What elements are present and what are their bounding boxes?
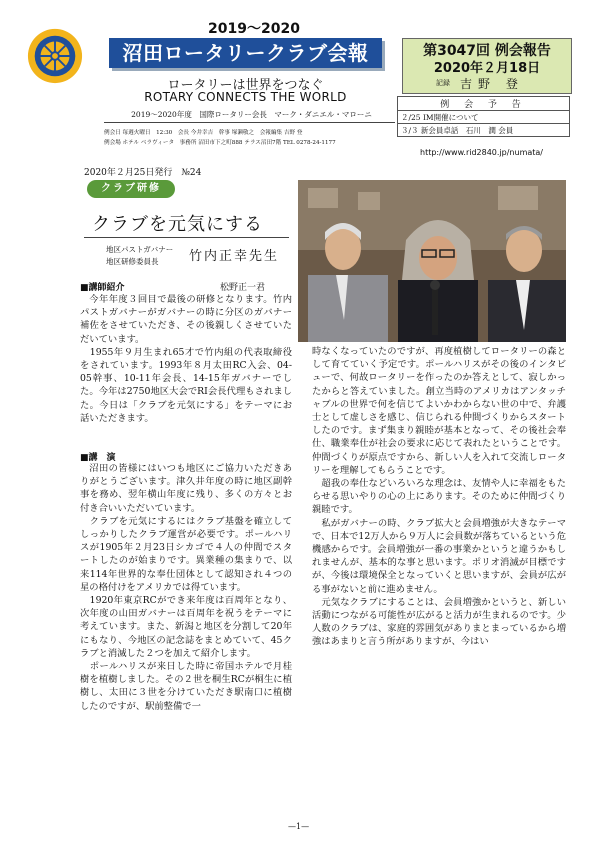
- meeting-schedule-table: [397, 96, 570, 137]
- recorder-name: 吉野 登: [460, 77, 524, 91]
- recorder-label: 記録: [436, 79, 450, 87]
- person-center: [398, 220, 478, 342]
- title-underline: [84, 237, 289, 238]
- intro-text: 今年年度３回目で最後の研修となります。竹内パストガバナーがガバナーの時に分区のガバナー補佐をさせていただき、その後親しくさせていただいています。 1955年９月生まれ65才で竹内組の代表取締役をされています。1993年８月太田RC入会、04-05幹事、10-11年会長、14-15年ガバナーでした。今年は2750地区大会でRI会長代理もされました。今日は「クラブを元気にする」をテーマにお話いただきます。: [80, 294, 292, 424]
- year-range: 2019～2020: [208, 21, 300, 37]
- category-badge: クラブ研修: [87, 180, 175, 198]
- club-info-line-1: 例会日 毎週火曜日 12:30 会長 今井幸吉 幹事 塚瀬敬之 会報編集 吉野 登: [104, 130, 303, 136]
- introducer-name: 松野正一君: [220, 283, 266, 293]
- lecture-text-column-1: 沼田の皆様にはいつも地区にご協力いただきありがとうございます。津久井年度の時に地区副幹事を務め、翌年横山年度に残り、多くの方々とお付き合いいただいています。 クラブを元気にするにはクラブ基盤を確立してしっかりしたクラブ運営が必要です。ポールハリスが1905年２月23日シカゴで４人の仲間でスタートしたのが始まりです。異業種の集まりで、以来114年世界的な奉仕団体として認知され４つの星の格付けをアメリカでは得ています。 1920年東京RCができ来年度は百周年となり、次年度の山田ガバナーは百周年を祝うをテーマに考えています。また、新潟と地区を分割して20年にもなり、今地区の記念誌をまとめていて、45クラブと消滅した２つを加えて紹介します。 ポールハリスが来日した時に帝国ホテルで月桂樹を植樹しました。その２世を桐生RCが桐生に植樹し、太田に３世を分けていただき駅南口に植樹したのですが、駅前整備で一: [80, 463, 292, 712]
- article-title: クラブを元気にする: [92, 214, 263, 235]
- page-number: —1—: [288, 822, 310, 831]
- ri-president-line: 2019～2020年度 国際ロータリー会長 マーク・ダニエル・マローニ: [131, 110, 372, 119]
- schedule-heading: 例 会 予 告: [398, 97, 570, 111]
- speaker-role-1: 地区パストガバナー: [106, 245, 174, 254]
- slogan-japanese: ロータリーは世界をつなぐ: [167, 78, 324, 93]
- club-website-link[interactable]: http://www.rid2840.jp/numata/: [420, 148, 544, 157]
- issue-line: 2020年２月25日発行 №24: [84, 168, 202, 178]
- schedule-row: ３/３ 新会員卓話 石川 潤 会員: [398, 124, 570, 137]
- speaker-role-2: 地区研修委員長: [106, 257, 159, 266]
- lecture-text-column-2: 時なくなっていたのですが、再度植樹してロータリーの森として育てていく予定です。ポールハリスがその後のインタビューで、何故ロータリーを作ったのか答えとして、寂しかったからと答えていました。創立当時のアメリカはアンタッチャブルの世界で何を信じてよいかわからない世の中で、弁護士として虚しさを感じ、信じられる仲間づくりからスタートしたのです。まず集まり親睦が基本となって、その後社会奉仕、職業奉仕が社会の要求に応じて表れたということです。仲間づくりが原点ですから、新しい人を入れて交流しロータリーを理解してもらうことです。 超我の奉仕などいろいろな理念は、友情や人に幸福をもたらせる思いやりの心の上にあります。そのために仲間づくり親睦です。 私がガバナーの時、クラブ拡大と会員増強が大きなテーマで、日本で12万人から９万人に会員数が落ちているという危機感からです。会員増強が一番の事業かというと違うかもしれませんが、基本的な事と思います。ポリオ消滅が目標ですが、今後は環境保全となっていくと思いますが、会員が広がる事がないと前に進めません。 元気なクラブにすることは、会員増強かというと、新しい活動につながる可能性が広がると活力が生まれるのです。少人数のクラブは、家庭的雰囲気がありまとまっているから増強はあまりと言う所がありますが、今はい: [312, 346, 566, 648]
- rotary-logo: [26, 27, 84, 85]
- speakers-photo: [298, 180, 566, 342]
- meeting-report-title: 第3047回 例会報告: [423, 43, 551, 59]
- schedule-row: ２/25 IM開催について: [398, 111, 570, 124]
- club-info-line-2: 例会場 ホテル ベラヴィータ 事務所 沼田市下之町888 テラス沼田7階 TEL 0278-24-1177: [104, 140, 336, 146]
- header-divider: [104, 122, 395, 123]
- slogan-english: ROTARY CONNECTS THE WORLD: [144, 90, 347, 104]
- section-heading-lecture: ■講 演: [80, 453, 116, 463]
- club-name-banner: 沼田ロータリークラブ会報: [109, 38, 382, 68]
- section-heading-intro: ■講師紹介: [80, 283, 125, 293]
- meeting-report-date: 2020年２月18日: [433, 61, 541, 76]
- speaker-name: 竹内正幸先生: [189, 249, 280, 264]
